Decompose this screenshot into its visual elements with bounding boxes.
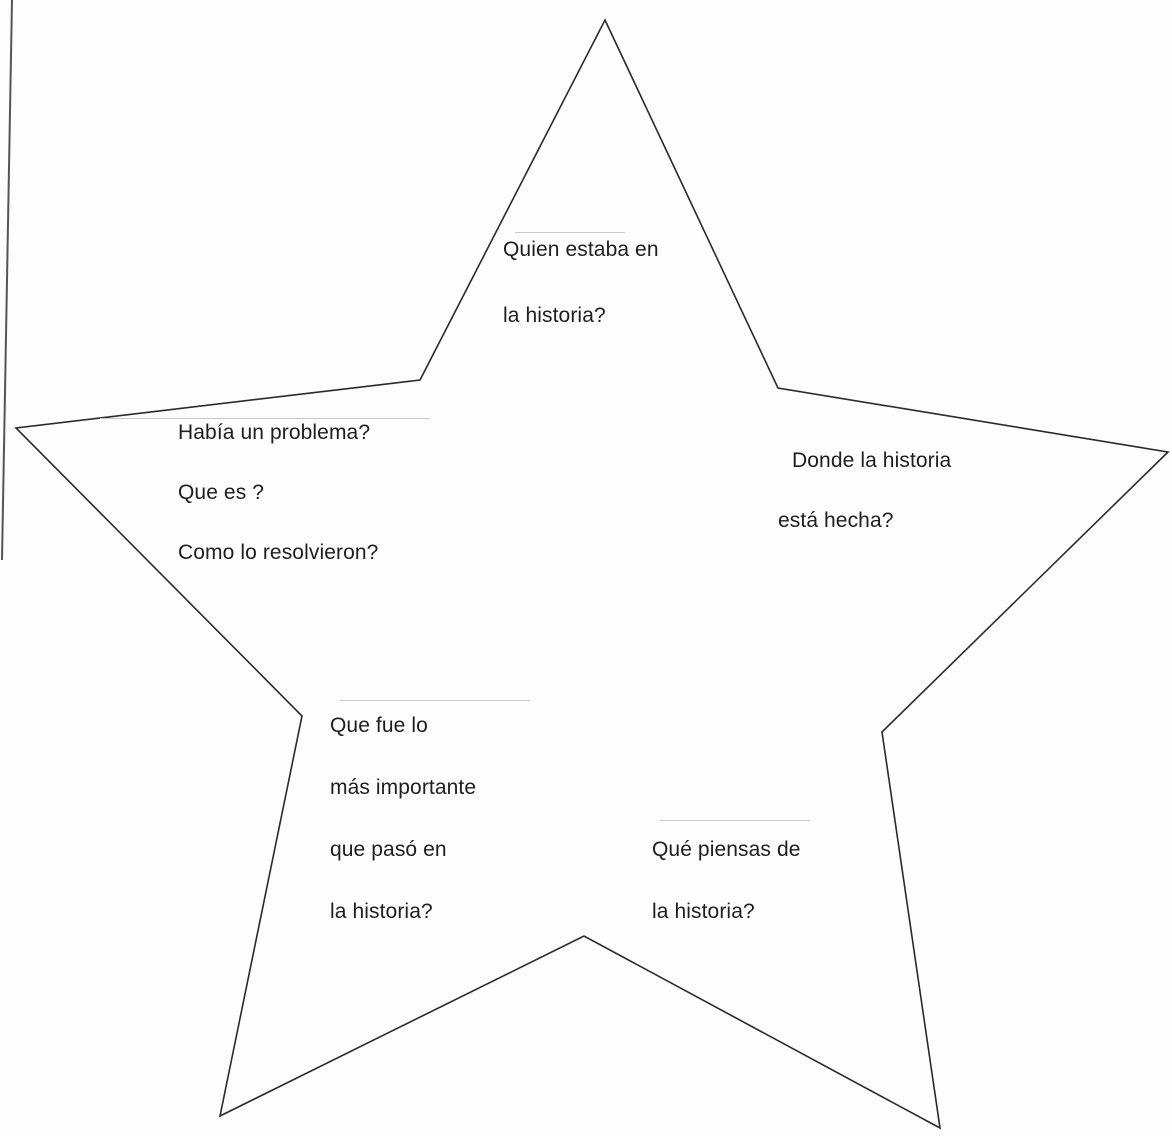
prompt-line: la historia? (503, 304, 606, 327)
prompt-line: Donde la historia (792, 449, 952, 472)
scan-mark (100, 418, 430, 419)
page-edge-line (2, 0, 12, 560)
prompt-line: que pasó en (330, 838, 447, 861)
prompt-line: la historia? (330, 900, 433, 923)
scan-mark (340, 700, 530, 701)
prompt-line: Como lo resolvieron? (178, 541, 379, 564)
prompt-line: Quien estaba en (503, 238, 659, 261)
prompt-line: está hecha? (778, 509, 894, 532)
prompt-line: Qué piensas de (652, 838, 801, 861)
prompt-where-story-set (778, 449, 951, 569)
prompt-line: la historia? (652, 900, 755, 923)
prompt-opinion-of-story (652, 838, 801, 962)
prompt-line: Había un problema? (178, 421, 371, 444)
prompt-problem (178, 421, 378, 601)
prompt-line: Que es ? (178, 481, 265, 504)
prompt-who-was-in-story (503, 238, 659, 370)
prompt-most-important-event (330, 714, 476, 962)
scan-mark (515, 232, 625, 233)
scan-mark (660, 820, 810, 821)
prompt-line: Que fue lo (330, 714, 428, 737)
prompt-line: más importante (330, 776, 477, 799)
